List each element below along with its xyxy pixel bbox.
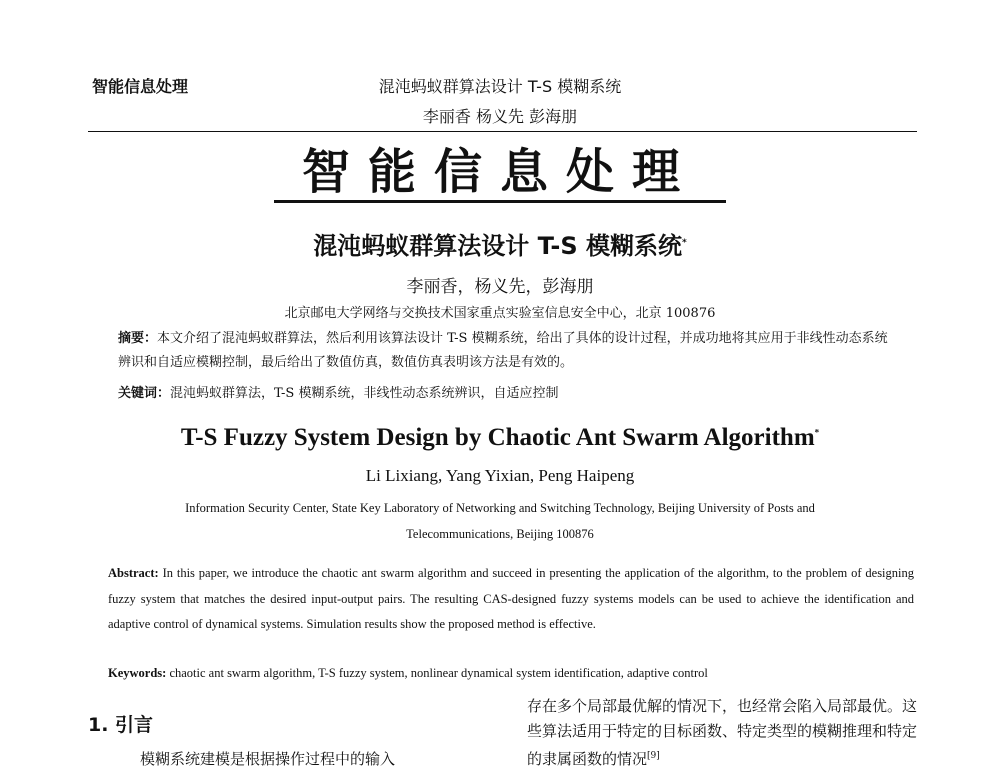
en-affiliation: Information Security Center, State Key Laboratory of Networking and Switching Technology, Beijing University of Posts and Telecommunications, Beijing 100876 — [185, 501, 815, 541]
cn-affiliation: 北京邮电大学网络与交换技术国家重点实验室信息安全中心，北京 100876 — [284, 306, 716, 321]
header-rule — [88, 131, 917, 132]
cn-authors: 李丽香，杨义先，彭海朋 — [406, 277, 594, 297]
cn-abstract: 摘要：本文介绍了混沌蚂蚁群算法，然后利用该算法设计 T-S 模糊系统，给出了具体的设计过程，并成功地将其应用于非线性动态系统辨识和自适应模糊控制，最后给出了数值仿真，数值仿真表明该方法是有效的。 — [118, 331, 888, 370]
section-banner: 智能信息处理 — [301, 144, 698, 200]
cn-abstract-label: 摘要： — [118, 331, 158, 346]
banner-underline — [274, 200, 726, 203]
en-abstract-label: Abstract: — [108, 566, 159, 580]
section-heading: 1. 引言 — [88, 714, 154, 736]
cn-title-mark: * — [682, 238, 687, 248]
en-title: T-S Fuzzy System Design by Chaotic Ant Swarm Algorithm* — [180, 424, 820, 451]
en-keywords: Keywords: chaotic ant swarm algorithm, T-S fuzzy system, nonlinear dynamical system identification, adaptive control — [108, 666, 708, 680]
body-left-column: 模糊系统建模是根据操作过程中的输入 — [140, 750, 396, 768]
cn-keywords: 关键词：混沌蚂蚁群算法，T-S 模糊系统，非线性动态系统辨识，自适应控制 — [118, 386, 559, 401]
running-header-section: 智能信息处理 — [92, 77, 189, 96]
body-right-column: 存在多个局部最优解的情况下，也经常会陷入局部最优。这些算法适用于特定的目标函数、特定类型的模糊推理和特定的隶属函数的情况[9] — [527, 697, 918, 768]
en-keywords-label: Keywords: — [108, 666, 167, 680]
cn-title: 混沌蚂蚁群算法设计 T-S 模糊系统* — [313, 232, 687, 260]
running-header-title: 混沌蚂蚁群算法设计 T-S 模糊系统 — [378, 77, 622, 96]
en-abstract: Abstract: In this paper, we introduce the chaotic ant swarm algorithm and succeed in presenting the application of the algorithm, to the problem of designing fuzzy system that matches the desired input-output pairs. The resulting CAS-designed fuzzy systems models can be used to achieve the identification and adaptive control of dynamical systems. Simulation results show the proposed method is effective. — [108, 566, 915, 631]
en-authors: Li Lixiang, Yang Yixian, Peng Haipeng — [365, 466, 635, 485]
cn-keywords-label: 关键词： — [118, 386, 171, 401]
running-header-authors: 李丽香 杨义先 彭海朋 — [422, 107, 578, 126]
citation: [9] — [647, 751, 660, 761]
en-title-mark: * — [814, 427, 820, 438]
